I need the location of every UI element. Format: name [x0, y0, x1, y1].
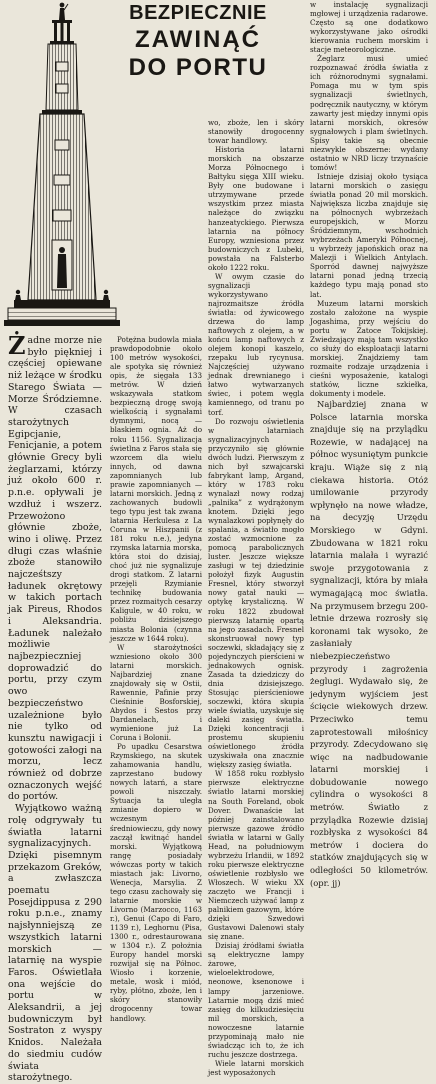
paragraph: Po upadku Cesarstwa Rzymskiego, na skutek zahamowania handlu, zaprzestano budowy nowych latarń, a stare powoli niszczały. Sytuacja ta uległa zmianie dopiero w wczesnym średniowieczu, gdy nowy zaczął kwitnąć handel morski. Wyjątkową rangę posiadały wówczas porty w takich miastach jak: Livorno, Wenecja, Marsylia. Z tego czasu zachowały się latarnie morskie w Livorno (Marzocco, 1163 r.), Genui (Capo di Faro, 1139 r.), Leghornu (Pisa, 1300 r., odrestaurowana w 1304 r.). Z położnia Europy handel morski rozwijał się na Północ. Wiosło i korzenie, metale, wosk i miód, ryby, płótno, zboże, len i skóry stanowiły drogocenny towar handlowy.: [110, 742, 202, 1023]
title-line-2: ZAWINĄĆ: [135, 25, 261, 53]
title-line-3: DO PORTU: [128, 53, 268, 81]
paragraph: W starożytności wzniesiono około 300 latarni morskich. Najbardziej znane znajdowały się w Ostii, Rawennie, Pafinie przy Cieśninie Bosforskiej, Abydos i Sestos przy Dardanelach, i wymienione już La Coruna i Bolonii.: [110, 642, 202, 743]
article-title: [128, 2, 268, 82]
drop-cap: Ż: [8, 331, 26, 360]
paragraph: Wiele latarni morskich jest wyposażonych: [208, 1058, 304, 1077]
column-1: [8, 331, 102, 1084]
paragraph: Muzeum latarni morskich zostało założone na wyspie Jogashima, przy wejściu do portu w Zatoce Tokijskiej. Zwiedzający mają tam wszystko co służy do eksploatacji latarni morskiej. Znajdziemy tam rozmaite rodzaje urządzenia i cieśni wyposażenie, katalogi statków, liczne szkiełka, dokumenty i modele.: [310, 298, 428, 399]
paragraph: Potężna budowla miała prawdopodobnie około 100 metrów wysokości, ale spotyka się również opis, że sięgała 133 metrów. W dzień wskazywała statkom bezpieczną drogę swoją wielkością i sygnałami dymnymi, nocą — blaskiem ognia. Aż do roku 1156. Sygnalizacja świetlna z Faros stała się wzorcem dla wielu innych, od dawna zapomnianych lub prawie zapomnianych — latarni morskich. Jedną z zachowanych budowli tego typu jest tak zwana latarnia Herkulesa z La Coruna w Hiszpanii (z 181 roku n.e.), jedyna rzymska latarnia morska, która stoi do dzisiaj, choć już nie sygnalizuje drogi statkom. Z latarni przejęli Rzymianie technikę budowania przez rozmaitych cesarzy Kaligule, w 40 roku, w pobliżu dzisiejszego miasta Bolonia (czynna jeszcze w 1644 roku).: [110, 335, 202, 643]
paragraph: Najbardziej znana w Polsce latarnia morska znajduje się na przylądku Rozewie, w nadającej na północ wysuniętym punkcie kraju. Wiąże się z nią ciekawa historia. Otóż umilowanie przyrody wpłynęło na nowe władze, na decyzję Urzędu Morskiego w Gdyni. Zbudowana w 1821 roku latarnia malała i wyrazić swoje przygotowania z sygnalizacji, która by miała wymagającą moc światła. Na przymusem brzegu 200-letnie drzewa rozrosły się koronami tak wysoko, że zasłaniały niebezpieczeństwo przyrody i zagrożenia żeglugi. Wydawało się, że jedynym wyjściem jest ścięcie wiekowych drzew. Przeciwko temu zaprotestowali miłośnicy przyrody. Zdecydowano się więc na nadbudowanie latarni morskiej i dobudowanie nowego cylindra o wysokości 8 metrów. Światło z przylądka Rozewie dzisiaj rozbłyska z wysokości 84 metrów i dociera do statków znajdujących się w odległości 50 kilometrów. (opr. jj): [310, 399, 428, 888]
paragraph: Dzisiaj źródłami światła są elektryczne lampy żarowe, wieloelektrodowe, neonowe, ksenonowe i lampy jarzeniowe. Latarnie mogą dziś mieć zasięg do kilkudziesięciu mil morskich, a nowoczesne latarnie przypominają mało nie świadcząc ich to, że ich ruchu jeszcze dostrzega.: [208, 941, 304, 1059]
paragraph: Istnieje dzisiaj około tysiąca latarni morskich o zasięgu światła ponad 20 mil morskich. Największa liczba znajduje się na północnych wybrzeżach europejskich, w Morzu Śródziemnym, wschodnich wybrzeżach Ameryki Północnej, u wybrzeży japońskich oraz na Malezji i Wielkich Antylach. Sporród dawnej najwyższe latarni ponad jedną trzecią każdego typu mają ponad sto lat.: [310, 171, 428, 299]
pharos-lighthouse-illustration: [4, 0, 122, 334]
paragraph: Do rozwoju oświetlenia w latarniach sygnalizacyjnych przyczyniło się głównie dwóch ludzi. Pierwszym z nich był szwajcarski fabrykant lamp, Argand, który w 1783 roku wynalazł nowy rodzaj „palnika” z wydrążonym knotem. Dzięki jego wynalazkowi popłynęły do spalania, a światło mogło zostać wzmocnione za pomocą parabolicznych luster. Jeszcze większe zasługi w tej dziedzinie położył fizyk Augustin Fresnel, który stworzył nowy gatał nauki — optykę krystaliczną. W roku 1822 zbudował pierwszą latarnię opartą na jego zasadach. Fresnel skonstruował nowy typ soczewki, składający się z pojedynczych pierścieni w jednakowych ognisk. Zasada ta dziedziczy do dnia dzisiejszego. Stosując pierścieniowe soczewki, która skupia wiele światła, uzyskuje się daleki zasięg światła. Dzięki koncentracji i prostemu skupieniu oświetlonego źródła uzyskiwała ona znacznie większy zasięg światła.: [208, 416, 304, 770]
paragraph: W owym czasie do sygnalizacji wykorzystywano najrozmaitsze źródła światła: od żywicowego drzewa do lamp naftowych z olejem, a w końcu lamp naftowych z olejem konopi kaszelo, rzepaku lub rycynusa. Najczęściej używano jednak drewnianego i łatwo wytwarzanych świec, i potem węgla kamiennego, od tranu po torf.: [208, 271, 304, 417]
paragraph: Żeglarz musi umieć rozpoznawać źródła światła z ich różnorodnymi sygnałami. Pomaga mu w tym spis sygnalizacji świetlnych, podręcznik nautyczny, w którym zawarty jest między innymi opis latarni morskich, okresów sygnałowych i plam świetlnych. Spisy takie są obecnie niezwykle obszerne: wydany ostatnio w NRD liczy trzynaście tomów!: [310, 54, 428, 172]
column-4: [310, 0, 428, 888]
paragraph: Historia latarni morskich na obszarze Morza Północnego i Bałtyku sięga XIII wieku. Były one budowane i utrzymywane przede wszystkim przez miasta należące do związku hanzeatyckiego. Pierwsza latarnia na północy Europy, wzniesiona przez budowniczych z Lubeki, powstała na Falsterbo około 1222 roku.: [208, 145, 304, 272]
paragraph: W 1858 roku rozbłysło pierwsze elektryczne światło latarni morskiej na South Foreland, obok Dover. Dwanaście lat później zainstalowano pierwsze gazowe źródło światła w latarni w Gally Head, na południowym wybrzeżu Irlandii, w 1892 roku pierwsze elektryczne oświetlenie rozbłysło we Włoszech. W wieku XX zaczęto we Francji i Niemczech używać lamp z palnikiem gazowym, które dzięki Szwedowi Gustavowi Dalenowi stały się znane.: [208, 769, 304, 942]
title-line-1: BEZPIECZNIE: [129, 2, 267, 24]
paragraph: [8, 331, 102, 803]
paragraph-text: adne morze nie było piękniej i częściej opiewane niż leżące w środku Starego Świata — Morze Śródziemne. W czasach starożytnych Egipcjanie, Fenicjanie, a potem głównie Grecy byli żeglarzami, którzy już około 600 r. p.n.e. opływali je wzdłuż i wszerz. Przewożono głównie zboże, wino i oliwę. Przez długi czas właśnie zboże stanowiło najcześtszy ładunek okrętowy w takich portach jak Pireus, Rhodos i Aleksandria. Ładunek należało możliwie najbezpieczniej doprowadzić do portu, przy czym owo bezpieczeństwo uzależnione było nie tylko od kunsztu nawigacji i gotowości załogi na morzu, lecz również od dobrze oznaczonych wejść do portów.: [8, 335, 102, 803]
paragraph: Wyjątkowo ważną rolę odgrywały tu światła latarni sygnalizacyjnych. Dzięki pisemnym przekazom Greków, a zwłaszcza poematu Posejdippusa z 290 roku p.n.e., znamy najsłynniejszą ze wszystkich latarni morskich — latarnię na wyspie Faros. Oświetlała ona wejście do portu w Aleksandrii, a jej budowniczym był Sostraton z wyspy Knidos. Należała do siedmiu cudów świata starożytnego.: [8, 803, 102, 1084]
paragraph: w instalację sygnalizacji mgłowej i urządzenia radarowe. Często są one dodatkowo wykorzystywane jako ośrodki kierowania ruchem morskim i stacje meteorologiczne.: [310, 0, 428, 55]
paragraph: wo, zboże, len i skóry stanowiły drogocenny towar handlowy.: [208, 118, 304, 146]
column-3: [208, 118, 304, 1077]
column-2: [110, 335, 202, 1023]
